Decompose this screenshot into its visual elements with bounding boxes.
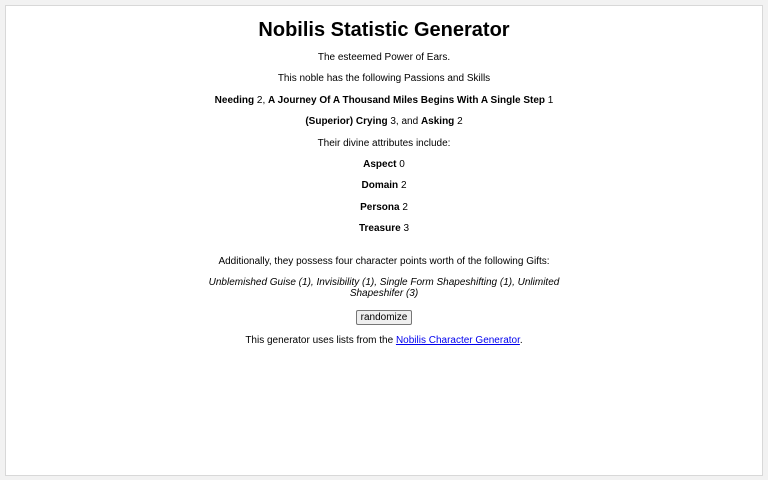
page-title: Nobilis Statistic Generator [258,19,510,41]
passion-value: 2 [256,94,263,106]
attribute-value: 3 [403,223,410,235]
passion-name: Needing [214,94,255,106]
attribute-value: 2 [400,180,407,192]
attribute-name: Treasure [358,223,401,235]
attribute-value: 2 [402,201,408,213]
passions-line-2 [184,116,584,128]
passions-intro: This noble has the following Passions and Skills [277,73,491,85]
intro: The esteemed Power of Ears. [317,52,451,63]
attribute-name: Aspect [363,158,397,170]
spacer [184,245,584,256]
attribute-treasure [184,223,584,235]
randomize-button[interactable]: randomize [356,310,413,325]
attribute-persona [184,202,584,214]
footer-period: . [519,334,523,346]
footer-text: This generator uses lists from the [245,334,396,346]
attribute-name: Domain [361,180,399,192]
button-row [184,310,584,325]
gifts-intro: Additionally, they possess four character points worth of the following Gifts: [218,255,550,267]
attributes-intro: Their divine attributes include: [317,137,451,149]
footer-note [184,335,584,347]
page-frame [5,5,763,476]
nobilis-generator-link[interactable]: Nobilis Character Generator [395,334,520,346]
passion-value: 1 [547,94,554,106]
passion-name: A Journey Of A Thousand Miles Begins With A Single Step [268,94,545,106]
passion-value: 3 [390,116,396,128]
content [184,18,584,346]
separator: , and [395,116,421,128]
attribute-value: 0 [399,158,405,170]
passion-name: Asking [420,116,455,128]
passion-name: (Superior) Crying [305,116,388,128]
attribute-domain [184,180,584,192]
attribute-name: Persona [360,201,400,213]
separator: , [262,94,269,106]
attribute-aspect [184,159,584,171]
passion-value: 2 [457,116,463,128]
gifts-list: Unblemished Guise (1), Invisibility (1), Single Form Shapeshifting (1), Unlimited Shapeshifer (3) [208,276,560,300]
passions-line-1 [184,95,584,107]
